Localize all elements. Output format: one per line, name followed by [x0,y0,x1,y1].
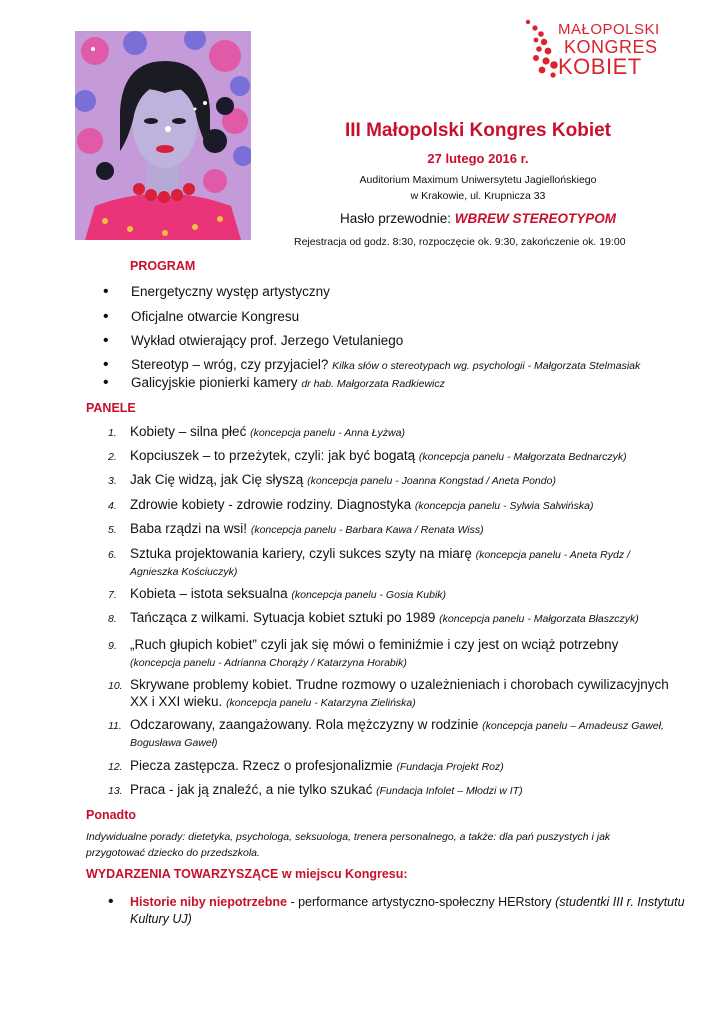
panel-number: 7. [108,589,117,601]
panel-number: 5. [108,524,117,536]
panel-number: 6. [108,549,117,561]
logo [520,18,680,78]
list-item: • Energetyczny występ artystyczny [107,283,330,300]
panel-item: „Ruch głupich kobiet” czyli jak się mówi o feminiźmie i czy jest on wciąż potrzebny [130,637,619,652]
panel-number: 4. [108,500,117,512]
panel-number: 3. [108,475,117,487]
panel-item-note: Agnieszka Kościuczyk) [130,566,238,578]
panel-number: 8. [108,613,117,625]
list-item: • Stereotyp – wróg, czy przyjaciel? Kilka słów o stereotypach wg. psychologii - Małgorzata Stelmasiak [107,356,640,375]
panel-item: Kopciuszek – to przeżytek, czyli: jak być bogatą (koncepcja panelu - Małgorzata Bednarczyk) [130,448,627,463]
panel-number: 2. [108,451,117,463]
list-item: • Galicyjskie pionierki kamery dr hab. Małgorzata Radkiewicz [107,374,445,393]
logo-line-3: KOBIET [558,54,642,79]
panel-item: Piecza zastępcza. Rzecz o profesjonalizmie (Fundacja Projekt Roz) [130,758,504,773]
event-item-note-cont: Kultury UJ) [130,912,192,926]
event-date: 27 lutego 2016 r. [427,151,529,166]
list-item: • Wykład otwierający prof. Jerzego Vetulaniego [107,332,403,349]
poster-illustration [75,31,251,240]
event-item-title: Historie niby niepotrzebne [130,895,287,909]
logo-line-2: KONGRES [564,37,658,57]
events-heading: WYDARZENIA TOWARZYSZĄCE w miejscu Kongresu: [86,867,408,881]
panel-item: Odczarowany, zaangażowany. Rola mężczyzny w rodzinie (koncepcja panelu – Amadeusz Gaweł, [130,717,664,732]
events-bullet: • [108,893,114,910]
panel-number: 11. [108,720,122,732]
list-item: • Oficjalne otwarcie Kongresu [107,308,299,325]
panel-number: 1. [108,427,117,439]
panel-number: 10. [108,680,123,692]
ponadto-text-line-2: przygotować dziecko do przedszkola. [86,847,260,859]
venue-line-1: Auditorium Maximum Uniwersytetu Jagiellońskiego [359,174,597,186]
slogan [300,211,656,226]
panel-item-note: Bogusława Gaweł) [130,737,218,749]
panel-item: Praca - jak ją znaleźć, a nie tylko szukać (Fundacja Infolet – Młodzi w IT) [130,782,523,797]
slogan-text: WBREW STEREOTYPOM [454,211,617,226]
panel-item: Tańcząca z wilkami. Sytuacja kobiet sztuki po 1989 (koncepcja panelu - Małgorzata Błaszczyk) [130,610,639,625]
page-title: III Małopolski Kongres Kobiet [344,120,612,141]
panel-item: Skrywane problemy kobiet. Trudne rozmowy o uzależnieniach i chorobach cywilizacyjnych [130,677,669,692]
ponadto-text-line-1: Indywidualne porady: dietetyka, psychologa, seksuologa, trenera personalnego, a także: dla pań puszystych i jak [86,831,611,843]
panel-item-note: (koncepcja panelu - Adrianna Chorąży / Katarzyna Horabik) [130,657,407,669]
registration-info: Rejestracja od godz. 8:30, rozpoczęcie ok. 9:30, zakończenie ok. 19:00 [294,236,626,248]
panel-item-cont: XX i XXI wieku. (koncepcja panelu - Katarzyna Zielińska) [130,694,416,709]
ponadto-heading: Ponadto [86,808,136,822]
panel-item: Jak Cię widzą, jak Cię słyszą (koncepcja panelu - Joanna Kongstad / Aneta Pondo) [130,472,556,487]
venue-line-2: w Krakowie, ul. Krupnicza 33 [410,190,546,202]
event-item [130,895,685,909]
event-item-text: - performance artystyczno-społeczny HERstory [286,895,556,909]
panel-number: 12. [108,761,123,773]
logo-line-1: MAŁOPOLSKI [558,21,660,38]
panel-item: Kobiety – silna płeć (koncepcja panelu - Anna Łyżwa) [130,424,405,439]
slogan-label: Hasło przewodnie: [339,211,452,226]
panel-item: Sztuka projektowania kariery, czyli sukces szyty na miarę (koncepcja panelu - Aneta Rydz / [130,546,630,561]
panel-number: 13. [108,785,123,797]
panel-item: Baba rządzi na wsi! (koncepcja panelu - Barbara Kawa / Renata Wiss) [130,521,484,536]
panel-item: Kobieta – istota seksualna (koncepcja panelu - Gosia Kubik) [130,586,447,601]
panel-number: 9. [108,640,117,652]
program-heading: PROGRAM [130,259,196,273]
panel-item: Zdrowie kobiety - zdrowie rodziny. Diagnostyka (koncepcja panelu - Sylwia Salwińska) [130,497,594,512]
woman-portrait-image [75,31,251,240]
panels-heading: PANELE [86,401,136,415]
event-item-note: (studentki III r. Instytutu [555,895,685,909]
